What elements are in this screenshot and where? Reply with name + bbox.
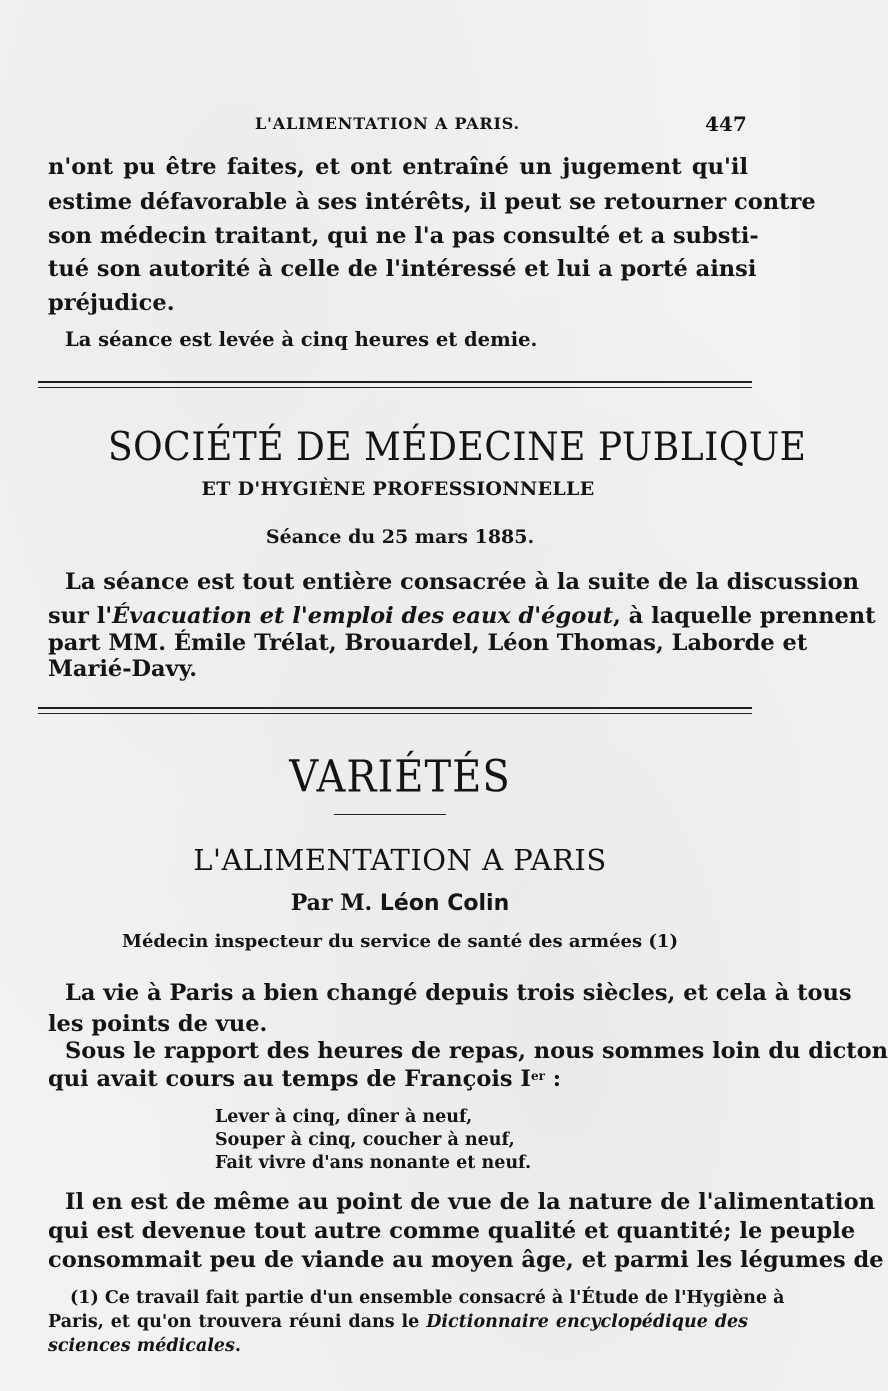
closing-line: La séance est levée à cinq heures et demie.: [65, 328, 538, 351]
body-paragraph-line: consommait peu de viande au moyen âge, et parmi les légumes de: [48, 1247, 884, 1273]
running-head-title: L'ALIMENTATION A PARIS.: [255, 114, 520, 133]
body-paragraph-line: Il en est de même au point de vue de la nature de l'alimentation: [65, 1189, 875, 1215]
section-divider: [38, 707, 752, 714]
opening-paragraph-line: n'ont pu être faites, et ont entraîné un jugement qu'il: [48, 154, 748, 180]
footnote-line: (1) Ce travail fait partie d'un ensemble consacré à l'Étude de l'Hygiène à: [70, 1288, 785, 1308]
footnote-line: sciences médicales.: [48, 1336, 242, 1356]
section-title: VARIÉTÉS: [289, 752, 511, 803]
society-paragraph-line: part MM. Émile Trélat, Brouardel, Léon Thomas, Laborde et: [48, 630, 808, 656]
body-paragraph-line: qui est devenue tout autre comme qualité et quantité; le peuple: [48, 1218, 856, 1244]
verse-line: Souper à cinq, coucher à neuf,: [215, 1130, 515, 1150]
author-title: Médecin inspecteur du service de santé des armées (1): [122, 931, 678, 952]
society-paragraph-line: La séance est tout entière consacrée à la suite de la discussion: [65, 569, 860, 595]
opening-paragraph-line: préjudice.: [48, 290, 175, 316]
body-paragraph-line: La vie à Paris a bien changé depuis trois siècles, et cela à tous: [65, 980, 852, 1006]
society-paragraph-line: sur l'Évacuation et l'emploi des eaux d'égout, à laquelle prennent: [48, 603, 876, 629]
section-divider: [38, 381, 752, 388]
body-paragraph-line: Sous le rapport des heures de repas, nous sommes loin du dicton: [65, 1038, 888, 1064]
author-name: Léon Colin: [379, 891, 510, 916]
verse-line: Fait vivre d'ans nonante et neuf.: [215, 1153, 532, 1173]
opening-paragraph-line: son médecin traitant, qui ne l'a pas consulté et a substi-: [48, 223, 759, 249]
footnote-line: Paris, et qu'on trouvera réuni dans le Dictionnaire encyclopédique des: [48, 1312, 748, 1332]
byline: Par M. Léon Colin: [290, 890, 510, 916]
opening-paragraph-line: tué son autorité à celle de l'intéressé et lui a porté ainsi: [48, 256, 757, 282]
page-number: 447: [705, 112, 747, 136]
article-title: L'ALIMENTATION A PARIS: [193, 843, 607, 877]
session-date: Séance du 25 mars 1885.: [265, 526, 535, 548]
society-subtitle: ET D'HYGIÈNE PROFESSIONNELLE: [201, 478, 595, 500]
italic-title: Évacuation et l'emploi des eaux d'égout: [112, 603, 613, 629]
body-paragraph-line: les points de vue.: [48, 1011, 268, 1037]
verse-line: Lever à cinq, dîner à neuf,: [215, 1107, 473, 1127]
body-paragraph-line: qui avait cours au temps de François Ier :: [48, 1066, 562, 1092]
opening-paragraph-line: estime défavorable à ses intérêts, il peut se retourner contre: [48, 189, 816, 215]
title-underline: [334, 814, 446, 815]
society-paragraph-line: Marié-Davy.: [48, 656, 198, 682]
society-title: SOCIÉTÉ DE MÉDECINE PUBLIQUE: [108, 425, 807, 471]
